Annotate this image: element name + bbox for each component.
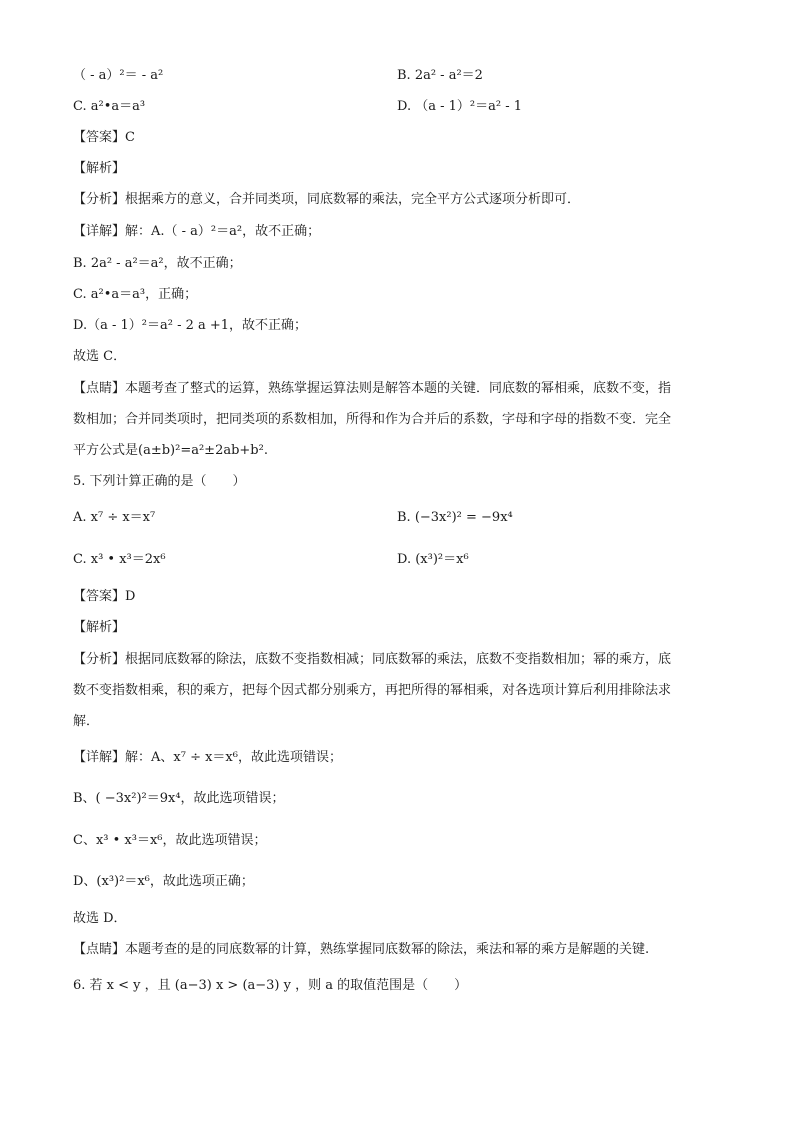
- q5-option-a: A. x⁷ ÷ x＝x⁷: [73, 510, 156, 525]
- q5-question: 5. 下列计算正确的是（ ）: [73, 474, 246, 489]
- q6-question: 6. 若 x < y ，且 (a−3) x > (a−3) y ，则 a 的取值范围是（ ）: [73, 978, 468, 993]
- q5-detail-b: B、( −3x²)²＝9x⁴，故此选项错误；: [73, 791, 285, 806]
- q5-analysis-line3: 解．: [73, 714, 100, 729]
- q4-comment-line3: 平方公式是(a±b)²=a²±2ab+b².: [73, 443, 268, 458]
- q4-detail-a: 【详解】解：A.（ - a）²＝a²，故不正确；: [73, 224, 321, 239]
- q5-choice: 故选 D．: [73, 911, 127, 926]
- q4-comment-line2: 数相加；合并同类项时，把同类项的系数相加，所得和作为合并后的系数，字母和字母的指数不变．完全: [73, 412, 672, 427]
- q4-option-d: D. （a - 1）²＝a² - 1: [397, 99, 523, 114]
- q4-choice: 故选 C．: [73, 349, 127, 364]
- q4-option-c: C. a²•a＝a³: [73, 99, 146, 114]
- q5-detail-c: C、x³ • x³＝x⁶，故此选项错误；: [73, 833, 267, 848]
- q5-analysis-line2: 数不变指数相乘，积的乘方，把每个因式都分别乘方，再把所得的幂相乘，对各选项计算后利用排除法求: [73, 683, 672, 698]
- q5-answer: 【答案】D: [73, 589, 136, 604]
- q4-detail-b: B. 2a² - a²＝a²，故不正确；: [73, 256, 242, 271]
- q5-detail-d: D、(x³)²＝x⁶，故此选项正确；: [73, 874, 254, 889]
- q5-analysis-line1: 【分析】根据同底数幂的除法，底数不变指数相减；同底数幂的乘法，底数不变指数相加；幂的乘方，底: [73, 652, 672, 667]
- q4-option-a: （ - a）²＝ - a²: [73, 68, 164, 83]
- q5-option-b: B. (−3x²)² = −9x⁴: [397, 510, 513, 525]
- q5-option-c: C. x³ • x³＝2x⁶: [73, 552, 166, 567]
- q5-detail-a: 【详解】解：A、x⁷ ÷ x＝x⁶，故此选项错误；: [73, 750, 342, 765]
- q5-comment: 【点睛】本题考查的是的同底数幂的计算，熟练掌握同底数幂的除法，乘法和幂的乘方是解题的关键.: [73, 942, 650, 957]
- q4-comment-line1: 【点睛】本题考查了整式的运算，熟练掌握运算法则是解答本题的关键．同底数的幂相乘，底数不变，指: [73, 381, 672, 396]
- q4-analysis-title: 【解析】: [73, 161, 126, 176]
- q5-analysis-title: 【解析】: [73, 620, 126, 635]
- q4-detail-c: C. a²•a＝a³，正确；: [73, 287, 198, 302]
- q4-option-b: B. 2a² - a²＝2: [397, 68, 483, 83]
- q4-answer: 【答案】C: [73, 130, 135, 145]
- q5-option-d: D. (x³)²＝x⁶: [397, 552, 469, 567]
- q4-analysis: 【分析】根据乘方的意义，合并同类项，同底数幂的乘法，完全平方公式逐项分析即可．: [73, 192, 581, 207]
- q4-detail-d: D.（a - 1）²＝a² - 2 a +1，故不正确；: [73, 318, 308, 333]
